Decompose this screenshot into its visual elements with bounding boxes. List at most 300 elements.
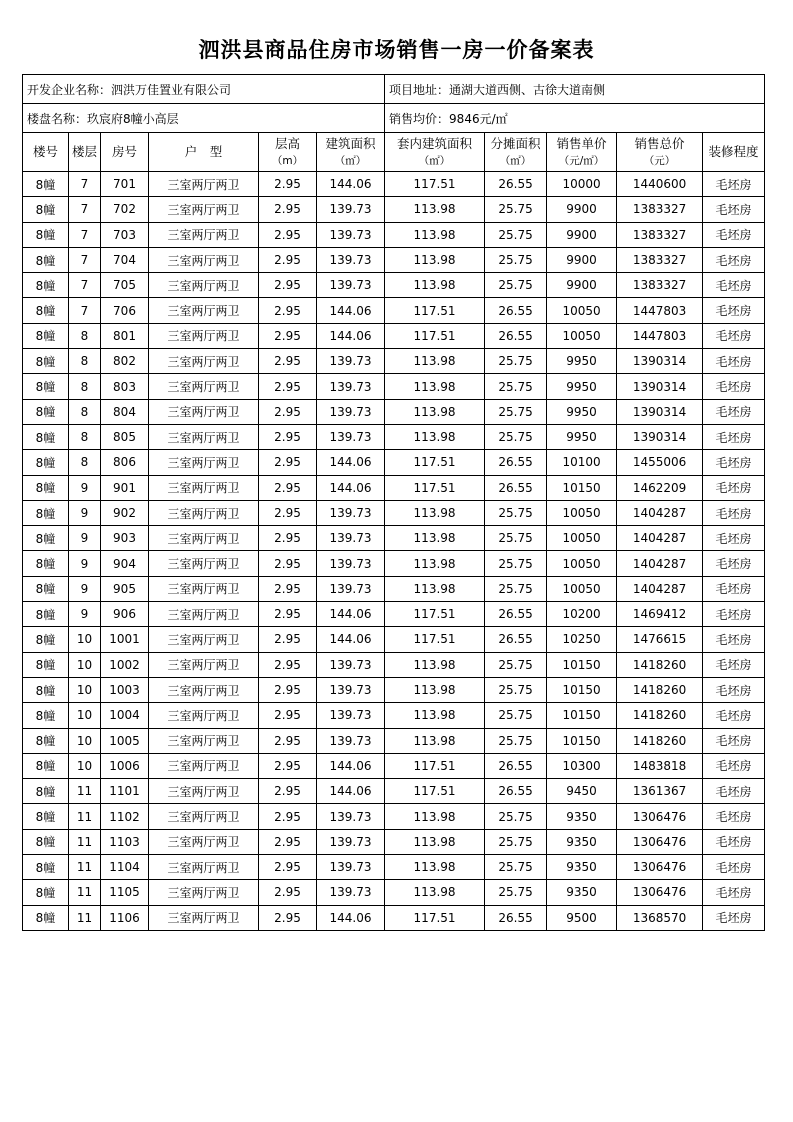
cell-floor: 9 (69, 602, 101, 627)
cell-building-area: 139.73 (317, 804, 385, 829)
table-row (23, 374, 765, 399)
cell-room: 1003 (101, 677, 149, 702)
cell-total-price: 1306476 (617, 855, 703, 880)
table-row (23, 323, 765, 348)
header-building: 楼号 (23, 133, 69, 172)
cell-shared-area: 25.75 (485, 551, 547, 576)
table-row (23, 172, 765, 197)
cell-building-area: 139.73 (317, 526, 385, 551)
table-row (23, 222, 765, 247)
cell-inner-area: 113.98 (385, 526, 485, 551)
cell-floor-height: 2.95 (259, 905, 317, 930)
cell-unit-type: 三室两厅两卫 (149, 602, 259, 627)
cell-building-area: 139.73 (317, 829, 385, 854)
cell-inner-area: 117.51 (385, 450, 485, 475)
cell-building-area: 139.73 (317, 247, 385, 272)
cell-inner-area: 113.98 (385, 197, 485, 222)
cell-total-price: 1383327 (617, 273, 703, 298)
cell-unit-price: 10000 (547, 172, 617, 197)
cell-decoration: 毛坯房 (703, 905, 765, 930)
cell-floor-height: 2.95 (259, 880, 317, 905)
cell-inner-area: 113.98 (385, 424, 485, 449)
table-row (23, 450, 765, 475)
cell-inner-area: 113.98 (385, 855, 485, 880)
table-row (23, 905, 765, 930)
cell-floor-height: 2.95 (259, 298, 317, 323)
cell-room: 1006 (101, 753, 149, 778)
cell-floor-height: 2.95 (259, 475, 317, 500)
cell-shared-area: 26.55 (485, 172, 547, 197)
header-shared-area: 分摊面积 （㎡） (485, 133, 547, 172)
cell-total-price: 1455006 (617, 450, 703, 475)
table-row (23, 627, 765, 652)
cell-unit-price: 10050 (547, 500, 617, 525)
cell-unit-price: 9900 (547, 222, 617, 247)
cell-unit-type: 三室两厅两卫 (149, 703, 259, 728)
cell-total-price: 1404287 (617, 576, 703, 601)
cell-decoration: 毛坯房 (703, 399, 765, 424)
cell-room: 1005 (101, 728, 149, 753)
cell-room: 1001 (101, 627, 149, 652)
cell-building: 8幢 (23, 349, 69, 374)
cell-shared-area: 25.75 (485, 526, 547, 551)
cell-unit-type: 三室两厅两卫 (149, 172, 259, 197)
cell-shared-area: 26.55 (485, 602, 547, 627)
cell-unit-price: 10150 (547, 703, 617, 728)
cell-room: 805 (101, 424, 149, 449)
cell-building: 8幢 (23, 526, 69, 551)
cell-building: 8幢 (23, 424, 69, 449)
table-row (23, 197, 765, 222)
cell-building: 8幢 (23, 247, 69, 272)
cell-building: 8幢 (23, 677, 69, 702)
cell-building-area: 144.06 (317, 779, 385, 804)
cell-unit-type: 三室两厅两卫 (149, 804, 259, 829)
cell-building-area: 139.73 (317, 677, 385, 702)
cell-total-price: 1383327 (617, 247, 703, 272)
cell-floor-height: 2.95 (259, 576, 317, 601)
cell-inner-area: 113.98 (385, 652, 485, 677)
cell-decoration: 毛坯房 (703, 349, 765, 374)
cell-shared-area: 25.75 (485, 728, 547, 753)
cell-floor: 10 (69, 728, 101, 753)
cell-room: 1103 (101, 829, 149, 854)
cell-shared-area: 26.55 (485, 450, 547, 475)
cell-decoration: 毛坯房 (703, 273, 765, 298)
cell-building: 8幢 (23, 703, 69, 728)
cell-unit-type: 三室两厅两卫 (149, 222, 259, 247)
table-row (23, 855, 765, 880)
cell-building-area: 139.73 (317, 273, 385, 298)
cell-building-area: 139.73 (317, 374, 385, 399)
cell-building: 8幢 (23, 475, 69, 500)
cell-floor-height: 2.95 (259, 677, 317, 702)
cell-total-price: 1404287 (617, 500, 703, 525)
header-room: 房号 (101, 133, 149, 172)
cell-floor-height: 2.95 (259, 728, 317, 753)
cell-unit-price: 9450 (547, 779, 617, 804)
cell-inner-area: 113.98 (385, 349, 485, 374)
cell-unit-price: 10100 (547, 450, 617, 475)
cell-decoration: 毛坯房 (703, 703, 765, 728)
header-unit-price: 销售单价 （元/㎡） (547, 133, 617, 172)
cell-unit-price: 10050 (547, 298, 617, 323)
cell-inner-area: 117.51 (385, 779, 485, 804)
table-row (23, 424, 765, 449)
cell-building: 8幢 (23, 829, 69, 854)
cell-floor: 9 (69, 526, 101, 551)
cell-decoration: 毛坯房 (703, 374, 765, 399)
table-row (23, 298, 765, 323)
cell-inner-area: 117.51 (385, 172, 485, 197)
cell-building: 8幢 (23, 753, 69, 778)
table-row (23, 753, 765, 778)
cell-unit-type: 三室两厅两卫 (149, 475, 259, 500)
info-row-2 (23, 104, 765, 133)
cell-floor-height: 2.95 (259, 855, 317, 880)
table-row (23, 526, 765, 551)
cell-inner-area: 113.98 (385, 247, 485, 272)
cell-building: 8幢 (23, 576, 69, 601)
cell-shared-area: 25.75 (485, 804, 547, 829)
cell-building-area: 139.73 (317, 652, 385, 677)
cell-room: 903 (101, 526, 149, 551)
cell-unit-price: 10250 (547, 627, 617, 652)
cell-floor-height: 2.95 (259, 526, 317, 551)
table-row (23, 273, 765, 298)
cell-floor: 7 (69, 197, 101, 222)
cell-shared-area: 25.75 (485, 247, 547, 272)
cell-shared-area: 25.75 (485, 273, 547, 298)
cell-building: 8幢 (23, 399, 69, 424)
cell-building-area: 139.73 (317, 855, 385, 880)
cell-floor: 11 (69, 779, 101, 804)
cell-floor-height: 2.95 (259, 500, 317, 525)
cell-building-area: 139.73 (317, 880, 385, 905)
cell-floor-height: 2.95 (259, 247, 317, 272)
cell-shared-area: 25.75 (485, 424, 547, 449)
cell-floor: 9 (69, 576, 101, 601)
price-filing-table (22, 74, 765, 931)
info-row-1 (23, 75, 765, 104)
cell-unit-price: 9950 (547, 399, 617, 424)
cell-building-area: 139.73 (317, 222, 385, 247)
cell-floor: 11 (69, 880, 101, 905)
cell-unit-price: 10050 (547, 526, 617, 551)
cell-unit-type: 三室两厅两卫 (149, 779, 259, 804)
cell-room: 801 (101, 323, 149, 348)
cell-unit-type: 三室两厅两卫 (149, 652, 259, 677)
cell-unit-type: 三室两厅两卫 (149, 829, 259, 854)
cell-inner-area: 113.98 (385, 399, 485, 424)
cell-building: 8幢 (23, 855, 69, 880)
cell-building-area: 139.73 (317, 399, 385, 424)
cell-building-area: 144.06 (317, 450, 385, 475)
table-row (23, 880, 765, 905)
cell-unit-type: 三室两厅两卫 (149, 424, 259, 449)
cell-building-area: 144.06 (317, 298, 385, 323)
cell-floor-height: 2.95 (259, 222, 317, 247)
cell-unit-type: 三室两厅两卫 (149, 374, 259, 399)
cell-floor-height: 2.95 (259, 273, 317, 298)
cell-unit-price: 9950 (547, 424, 617, 449)
cell-floor: 7 (69, 222, 101, 247)
cell-room: 802 (101, 349, 149, 374)
cell-building-area: 144.06 (317, 172, 385, 197)
cell-total-price: 1447803 (617, 298, 703, 323)
cell-floor: 11 (69, 855, 101, 880)
cell-building: 8幢 (23, 222, 69, 247)
cell-unit-type: 三室两厅两卫 (149, 880, 259, 905)
cell-decoration: 毛坯房 (703, 753, 765, 778)
cell-room: 1004 (101, 703, 149, 728)
cell-building: 8幢 (23, 880, 69, 905)
cell-floor: 10 (69, 753, 101, 778)
cell-total-price: 1383327 (617, 197, 703, 222)
cell-floor: 11 (69, 829, 101, 854)
cell-floor-height: 2.95 (259, 779, 317, 804)
header-floor: 楼层 (69, 133, 101, 172)
cell-inner-area: 113.98 (385, 500, 485, 525)
cell-inner-area: 113.98 (385, 677, 485, 702)
cell-floor: 8 (69, 424, 101, 449)
cell-decoration: 毛坯房 (703, 475, 765, 500)
table-row (23, 779, 765, 804)
header-type: 户 型 (149, 133, 259, 172)
cell-decoration: 毛坯房 (703, 855, 765, 880)
cell-total-price: 1469412 (617, 602, 703, 627)
cell-building: 8幢 (23, 374, 69, 399)
cell-floor-height: 2.95 (259, 804, 317, 829)
cell-decoration: 毛坯房 (703, 804, 765, 829)
table-row (23, 703, 765, 728)
table-row (23, 576, 765, 601)
cell-room: 1106 (101, 905, 149, 930)
cell-floor-height: 2.95 (259, 374, 317, 399)
cell-room: 701 (101, 172, 149, 197)
cell-floor: 7 (69, 172, 101, 197)
cell-inner-area: 113.98 (385, 829, 485, 854)
cell-shared-area: 25.75 (485, 222, 547, 247)
project-name: 楼盘名称：玖宸府8幢小高层 (23, 104, 385, 133)
cell-floor-height: 2.95 (259, 399, 317, 424)
table-row (23, 247, 765, 272)
cell-inner-area: 113.98 (385, 374, 485, 399)
cell-decoration: 毛坯房 (703, 880, 765, 905)
cell-shared-area: 25.75 (485, 652, 547, 677)
cell-unit-type: 三室两厅两卫 (149, 677, 259, 702)
developer-name: 开发企业名称：泗洪万佳置业有限公司 (23, 75, 385, 104)
cell-total-price: 1306476 (617, 829, 703, 854)
cell-decoration: 毛坯房 (703, 222, 765, 247)
cell-unit-price: 10050 (547, 323, 617, 348)
cell-room: 803 (101, 374, 149, 399)
cell-shared-area: 25.75 (485, 500, 547, 525)
cell-unit-price: 10200 (547, 602, 617, 627)
cell-total-price: 1418260 (617, 677, 703, 702)
cell-floor: 9 (69, 551, 101, 576)
cell-floor: 8 (69, 323, 101, 348)
cell-floor: 11 (69, 804, 101, 829)
cell-decoration: 毛坯房 (703, 779, 765, 804)
cell-room: 702 (101, 197, 149, 222)
cell-total-price: 1440600 (617, 172, 703, 197)
cell-unit-type: 三室两厅两卫 (149, 273, 259, 298)
cell-building-area: 144.06 (317, 602, 385, 627)
cell-shared-area: 25.75 (485, 576, 547, 601)
header-area: 建筑面积 （㎡） (317, 133, 385, 172)
cell-floor-height: 2.95 (259, 652, 317, 677)
cell-unit-type: 三室两厅两卫 (149, 197, 259, 222)
cell-unit-type: 三室两厅两卫 (149, 576, 259, 601)
cell-room: 706 (101, 298, 149, 323)
cell-inner-area: 113.98 (385, 576, 485, 601)
cell-floor: 9 (69, 475, 101, 500)
cell-inner-area: 113.98 (385, 551, 485, 576)
cell-inner-area: 113.98 (385, 273, 485, 298)
cell-shared-area: 25.75 (485, 855, 547, 880)
cell-shared-area: 25.75 (485, 399, 547, 424)
project-address: 项目地址：通湖大道西侧、古徐大道南侧 (385, 75, 765, 104)
cell-unit-type: 三室两厅两卫 (149, 551, 259, 576)
cell-floor-height: 2.95 (259, 197, 317, 222)
cell-shared-area: 26.55 (485, 753, 547, 778)
cell-building: 8幢 (23, 197, 69, 222)
cell-total-price: 1418260 (617, 728, 703, 753)
cell-building: 8幢 (23, 551, 69, 576)
cell-unit-price: 10050 (547, 576, 617, 601)
cell-building-area: 139.73 (317, 424, 385, 449)
cell-shared-area: 25.75 (485, 880, 547, 905)
cell-decoration: 毛坯房 (703, 526, 765, 551)
cell-inner-area: 117.51 (385, 627, 485, 652)
cell-room: 806 (101, 450, 149, 475)
table-row (23, 728, 765, 753)
cell-room: 1101 (101, 779, 149, 804)
cell-building-area: 139.73 (317, 728, 385, 753)
header-inner-area: 套内建筑面积 （㎡） (385, 133, 485, 172)
cell-shared-area: 25.75 (485, 197, 547, 222)
cell-shared-area: 25.75 (485, 829, 547, 854)
cell-floor: 8 (69, 450, 101, 475)
cell-unit-type: 三室两厅两卫 (149, 728, 259, 753)
cell-inner-area: 117.51 (385, 905, 485, 930)
cell-decoration: 毛坯房 (703, 172, 765, 197)
cell-shared-area: 25.75 (485, 703, 547, 728)
table-row (23, 500, 765, 525)
cell-floor: 7 (69, 273, 101, 298)
cell-floor-height: 2.95 (259, 703, 317, 728)
cell-building: 8幢 (23, 728, 69, 753)
cell-total-price: 1390314 (617, 349, 703, 374)
cell-floor-height: 2.95 (259, 450, 317, 475)
cell-unit-type: 三室两厅两卫 (149, 349, 259, 374)
cell-room: 804 (101, 399, 149, 424)
cell-room: 703 (101, 222, 149, 247)
cell-inner-area: 117.51 (385, 753, 485, 778)
cell-unit-price: 10150 (547, 475, 617, 500)
cell-floor-height: 2.95 (259, 627, 317, 652)
cell-floor-height: 2.95 (259, 349, 317, 374)
cell-unit-type: 三室两厅两卫 (149, 399, 259, 424)
cell-total-price: 1390314 (617, 424, 703, 449)
cell-unit-price: 9900 (547, 197, 617, 222)
cell-inner-area: 113.98 (385, 880, 485, 905)
cell-building-area: 139.73 (317, 197, 385, 222)
table-row (23, 829, 765, 854)
cell-building-area: 144.06 (317, 753, 385, 778)
cell-total-price: 1404287 (617, 526, 703, 551)
cell-decoration: 毛坯房 (703, 602, 765, 627)
header-height: 层高 （m） (259, 133, 317, 172)
cell-floor-height: 2.95 (259, 602, 317, 627)
cell-unit-type: 三室两厅两卫 (149, 450, 259, 475)
cell-room: 906 (101, 602, 149, 627)
cell-room: 1002 (101, 652, 149, 677)
cell-total-price: 1361367 (617, 779, 703, 804)
cell-decoration: 毛坯房 (703, 627, 765, 652)
table-row (23, 652, 765, 677)
cell-unit-type: 三室两厅两卫 (149, 247, 259, 272)
cell-building: 8幢 (23, 273, 69, 298)
cell-unit-price: 9350 (547, 855, 617, 880)
cell-inner-area: 113.98 (385, 222, 485, 247)
cell-inner-area: 113.98 (385, 804, 485, 829)
cell-shared-area: 25.75 (485, 374, 547, 399)
average-price: 销售均价：9846元/㎡ (385, 104, 765, 133)
cell-building-area: 144.06 (317, 475, 385, 500)
cell-total-price: 1418260 (617, 652, 703, 677)
cell-unit-price: 10050 (547, 551, 617, 576)
cell-decoration: 毛坯房 (703, 829, 765, 854)
cell-unit-type: 三室两厅两卫 (149, 323, 259, 348)
cell-decoration: 毛坯房 (703, 551, 765, 576)
cell-unit-price: 9350 (547, 804, 617, 829)
cell-decoration: 毛坯房 (703, 500, 765, 525)
cell-total-price: 1418260 (617, 703, 703, 728)
table-row (23, 475, 765, 500)
cell-total-price: 1483818 (617, 753, 703, 778)
cell-floor-height: 2.95 (259, 323, 317, 348)
cell-floor: 9 (69, 500, 101, 525)
cell-room: 901 (101, 475, 149, 500)
cell-building-area: 139.73 (317, 576, 385, 601)
cell-building: 8幢 (23, 779, 69, 804)
cell-building-area: 139.73 (317, 703, 385, 728)
cell-total-price: 1462209 (617, 475, 703, 500)
cell-inner-area: 113.98 (385, 728, 485, 753)
cell-floor-height: 2.95 (259, 172, 317, 197)
cell-room: 705 (101, 273, 149, 298)
cell-floor: 10 (69, 677, 101, 702)
cell-inner-area: 117.51 (385, 475, 485, 500)
cell-inner-area: 117.51 (385, 323, 485, 348)
document-title: 泗洪县商品住房市场销售一房一价备案表 (198, 37, 595, 62)
cell-unit-type: 三室两厅两卫 (149, 905, 259, 930)
cell-total-price: 1306476 (617, 804, 703, 829)
cell-decoration: 毛坯房 (703, 728, 765, 753)
cell-floor: 8 (69, 349, 101, 374)
cell-building: 8幢 (23, 298, 69, 323)
cell-unit-type: 三室两厅两卫 (149, 526, 259, 551)
cell-unit-type: 三室两厅两卫 (149, 855, 259, 880)
cell-building: 8幢 (23, 627, 69, 652)
cell-shared-area: 26.55 (485, 627, 547, 652)
cell-inner-area: 117.51 (385, 602, 485, 627)
table-row (23, 551, 765, 576)
cell-floor-height: 2.95 (259, 424, 317, 449)
cell-unit-price: 9900 (547, 247, 617, 272)
